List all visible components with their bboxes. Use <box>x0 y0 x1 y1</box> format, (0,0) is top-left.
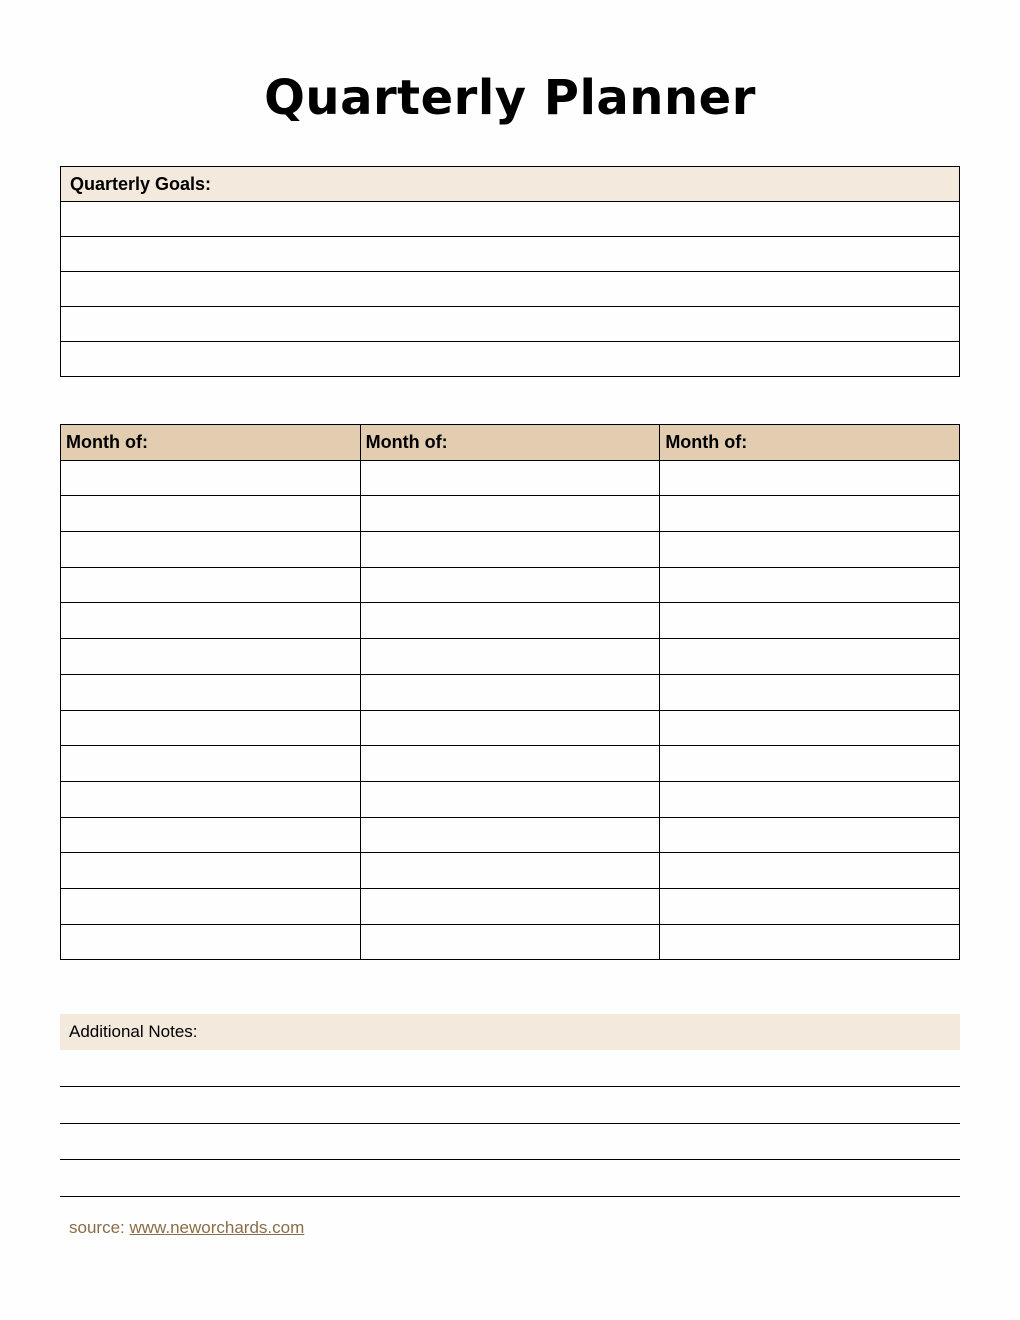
month-cell[interactable] <box>61 781 361 817</box>
month-row <box>61 853 960 889</box>
goal-cell[interactable] <box>61 237 960 272</box>
month-cell[interactable] <box>360 746 660 782</box>
goal-cell[interactable] <box>61 307 960 342</box>
month-header-1: Month of: <box>61 425 361 461</box>
month-cell[interactable] <box>660 460 960 496</box>
goals-header-label: Quarterly Goals: <box>61 167 960 202</box>
month-row <box>61 532 960 568</box>
month-cell[interactable] <box>61 460 361 496</box>
source-link[interactable]: www.neworchards.com <box>129 1218 305 1237</box>
month-cell[interactable] <box>660 853 960 889</box>
month-cell[interactable] <box>360 888 660 924</box>
month-row <box>61 710 960 746</box>
month-cell[interactable] <box>660 567 960 603</box>
month-cell[interactable] <box>660 888 960 924</box>
note-line[interactable] <box>60 1086 960 1087</box>
month-cell[interactable] <box>360 496 660 532</box>
goal-cell[interactable] <box>61 202 960 237</box>
month-cell[interactable] <box>61 853 361 889</box>
month-cell[interactable] <box>360 853 660 889</box>
month-cell[interactable] <box>360 603 660 639</box>
month-cell[interactable] <box>61 888 361 924</box>
month-cell[interactable] <box>660 639 960 675</box>
source-prefix: source: <box>69 1218 125 1237</box>
month-cell[interactable] <box>660 710 960 746</box>
month-cell[interactable] <box>61 817 361 853</box>
goal-row <box>61 237 960 272</box>
page-title: Quarterly Planner <box>264 70 756 126</box>
month-cell[interactable] <box>660 603 960 639</box>
note-line[interactable] <box>60 1196 960 1197</box>
note-line[interactable] <box>60 1159 960 1160</box>
month-row <box>61 639 960 675</box>
goal-cell[interactable] <box>61 272 960 307</box>
month-header-2: Month of: <box>360 425 660 461</box>
month-row <box>61 817 960 853</box>
goal-row <box>61 342 960 377</box>
month-cell[interactable] <box>360 532 660 568</box>
goals-header-row <box>61 167 960 202</box>
note-line[interactable] <box>60 1123 960 1124</box>
additional-notes-label: Additional Notes: <box>60 1014 960 1050</box>
month-row <box>61 603 960 639</box>
months-header-row <box>61 425 960 461</box>
month-row <box>61 781 960 817</box>
month-cell[interactable] <box>360 781 660 817</box>
source-credit <box>69 1218 304 1238</box>
month-row <box>61 888 960 924</box>
goal-row <box>61 307 960 342</box>
month-cell[interactable] <box>360 710 660 746</box>
month-cell[interactable] <box>61 710 361 746</box>
month-cell[interactable] <box>660 817 960 853</box>
month-row <box>61 496 960 532</box>
month-cell[interactable] <box>61 567 361 603</box>
month-cell[interactable] <box>660 496 960 532</box>
month-row <box>61 674 960 710</box>
goal-cell[interactable] <box>61 342 960 377</box>
month-cell[interactable] <box>360 567 660 603</box>
month-cell[interactable] <box>360 817 660 853</box>
month-cell[interactable] <box>61 639 361 675</box>
month-header-3: Month of: <box>660 425 960 461</box>
month-cell[interactable] <box>61 924 361 960</box>
month-cell[interactable] <box>61 674 361 710</box>
month-row <box>61 746 960 782</box>
month-cell[interactable] <box>660 746 960 782</box>
month-cell[interactable] <box>660 674 960 710</box>
month-cell[interactable] <box>360 674 660 710</box>
month-cell[interactable] <box>61 496 361 532</box>
month-row <box>61 460 960 496</box>
month-cell[interactable] <box>61 603 361 639</box>
month-cell[interactable] <box>660 924 960 960</box>
month-cell[interactable] <box>660 532 960 568</box>
month-row <box>61 924 960 960</box>
quarterly-goals-table <box>60 166 960 377</box>
goal-row <box>61 272 960 307</box>
month-cell[interactable] <box>61 746 361 782</box>
month-cell[interactable] <box>360 639 660 675</box>
monthly-table <box>60 424 960 960</box>
month-cell[interactable] <box>61 532 361 568</box>
goal-row <box>61 202 960 237</box>
month-cell[interactable] <box>660 781 960 817</box>
month-cell[interactable] <box>360 924 660 960</box>
month-row <box>61 567 960 603</box>
month-cell[interactable] <box>360 460 660 496</box>
